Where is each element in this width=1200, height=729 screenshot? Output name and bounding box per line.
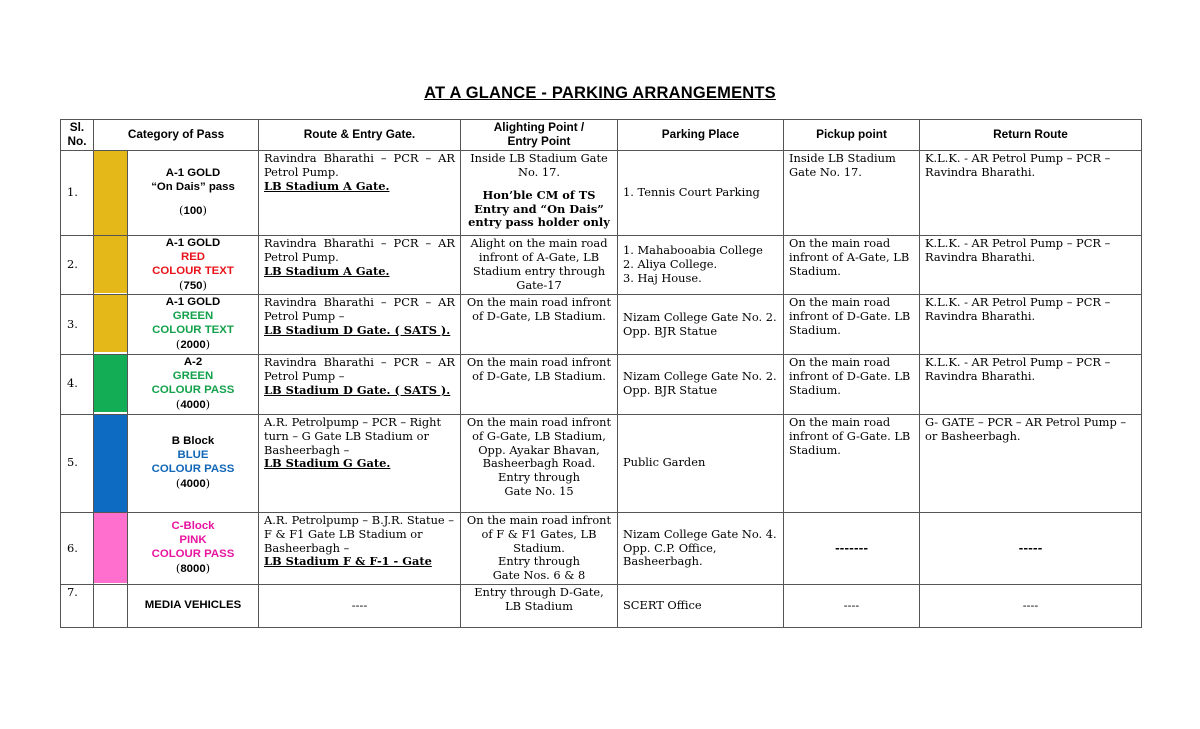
return-route: K.L.K. - AR Petrol Pump – PCR – Ravindra Bharathi. bbox=[920, 355, 1142, 415]
pass-count: 750 bbox=[183, 279, 203, 292]
route-entry-gate: ---- bbox=[259, 585, 461, 628]
pass-count: 8000 bbox=[180, 562, 206, 575]
route-entry-gate: Ravindra Bharathi – PCR – AR Petrol Pump – LB Stadium D Gate. ( SATS ). bbox=[259, 295, 461, 355]
table-row bbox=[61, 150, 1142, 235]
sl-no: 6. bbox=[61, 512, 94, 585]
alighting-point: Alight on the main road infront of A-Gate, LB Stadium entry through Gate-17 bbox=[461, 235, 618, 295]
table-row bbox=[61, 512, 1142, 585]
pass-category: C-Block PINK COLOUR PASS (8000) bbox=[128, 512, 259, 585]
header-route: Route & Entry Gate. bbox=[259, 120, 461, 151]
pass-category: MEDIA VEHICLES bbox=[128, 585, 259, 628]
alighting-point: On the main road infront of F & F1 Gates, LB Stadium. Entry through Gate Nos. 6 & 8 bbox=[461, 512, 618, 585]
parking-place: Nizam College Gate No. 4. Opp. C.P. Office, Basheerbagh. bbox=[618, 512, 784, 585]
parking-place: 1. Mahabooabia College 2. Aliya College. 3. Haj House. bbox=[618, 235, 784, 295]
pass-count: 4000 bbox=[180, 477, 206, 490]
parking-place: SCERT Office bbox=[618, 585, 784, 628]
pass-category: A-1 GOLD GREEN COLOUR TEXT (2000) bbox=[128, 295, 259, 355]
colour-swatch-green bbox=[94, 355, 128, 415]
header-category: Category of Pass bbox=[94, 120, 259, 151]
colour-swatch-gold bbox=[94, 295, 128, 355]
colour-swatch-pink bbox=[94, 512, 128, 585]
table-row bbox=[61, 414, 1142, 512]
pass-category: B Block BLUE COLOUR PASS (4000) bbox=[128, 414, 259, 512]
table-row bbox=[61, 295, 1142, 355]
page-title: AT A GLANCE - PARKING ARRANGEMENTS bbox=[424, 84, 776, 102]
pickup-point: ------- bbox=[784, 512, 920, 585]
pass-category: A-1 GOLD “On Dais” pass (100) bbox=[128, 150, 259, 235]
colour-swatch-blue bbox=[94, 414, 128, 512]
pickup-point: ---- bbox=[784, 585, 920, 628]
pickup-point: Inside LB Stadium Gate No. 17. bbox=[784, 150, 920, 235]
alighting-point: On the main road infront of D-Gate, LB Stadium. bbox=[461, 355, 618, 415]
route-entry-gate: A.R. Petrolpump – B.J.R. Statue – F & F1 Gate LB Stadium or Basheerbagh – LB Stadium F & F-1 - Gate bbox=[259, 512, 461, 585]
sl-no: 5. bbox=[61, 414, 94, 512]
parking-place: Nizam College Gate No. 2. Opp. BJR Statue bbox=[618, 295, 784, 355]
route-entry-gate: Ravindra Bharathi – PCR – AR Petrol Pump. LB Stadium A Gate. bbox=[259, 235, 461, 295]
sl-no: 4. bbox=[61, 355, 94, 415]
sl-no: 7. bbox=[61, 585, 94, 628]
alighting-point: On the main road infront of G-Gate, LB Stadium, Opp. Ayakar Bhavan, Basheerbagh Road. Entry through Gate No. 15 bbox=[461, 414, 618, 512]
table-row bbox=[61, 355, 1142, 415]
return-route: K.L.K. - AR Petrol Pump – PCR – Ravindra Bharathi. bbox=[920, 235, 1142, 295]
alighting-point: Inside LB Stadium Gate No. 17. Hon’ble CM of TS Entry and “On Dais” entry pass holder only bbox=[461, 150, 618, 235]
return-route: ----- bbox=[920, 512, 1142, 585]
return-route: G- GATE – PCR – AR Petrol Pump – or Basheerbagh. bbox=[920, 414, 1142, 512]
parking-arrangements-table bbox=[60, 119, 1142, 628]
header-row bbox=[61, 120, 1142, 151]
pass-category: A-2 GREEN COLOUR PASS (4000) bbox=[128, 355, 259, 415]
sl-no: 2. bbox=[61, 235, 94, 295]
return-route: K.L.K. - AR Petrol Pump – PCR – Ravindra Bharathi. bbox=[920, 150, 1142, 235]
pass-category: A-1 GOLD RED COLOUR TEXT (750) bbox=[128, 235, 259, 295]
pass-count: 2000 bbox=[180, 339, 206, 352]
route-entry-gate: Ravindra Bharathi – PCR – AR Petrol Pump – LB Stadium D Gate. ( SATS ). bbox=[259, 355, 461, 415]
sl-no: 3. bbox=[61, 295, 94, 355]
parking-place: 1. Tennis Court Parking bbox=[618, 150, 784, 235]
header-alighting: Alighting Point / Entry Point bbox=[461, 120, 618, 151]
route-entry-gate: Ravindra Bharathi – PCR – AR Petrol Pump. LB Stadium A Gate. bbox=[259, 150, 461, 235]
header-pickup: Pickup point bbox=[784, 120, 920, 151]
table-row bbox=[61, 235, 1142, 295]
pickup-point: On the main road infront of D-Gate. LB Stadium. bbox=[784, 355, 920, 415]
parking-place: Nizam College Gate No. 2. Opp. BJR Statue bbox=[618, 355, 784, 415]
pickup-point: On the main road infront of G-Gate. LB Stadium. bbox=[784, 414, 920, 512]
alighting-point: On the main road infront of D-Gate, LB Stadium. bbox=[461, 295, 618, 355]
alighting-point: Entry through D-Gate, LB Stadium bbox=[461, 585, 618, 628]
pass-count: 4000 bbox=[180, 398, 206, 411]
sl-no: 1. bbox=[61, 150, 94, 235]
header-parking: Parking Place bbox=[618, 120, 784, 151]
pass-count: 100 bbox=[183, 204, 203, 217]
colour-swatch-gold bbox=[94, 150, 128, 235]
colour-swatch-empty bbox=[94, 585, 128, 628]
header-sl-no: Sl. No. bbox=[61, 120, 94, 151]
colour-swatch-gold bbox=[94, 235, 128, 295]
table-row bbox=[61, 585, 1142, 628]
route-entry-gate: A.R. Petrolpump – PCR – Right turn – G Gate LB Stadium or Basheerbagh – LB Stadium G Gate. bbox=[259, 414, 461, 512]
return-route: K.L.K. - AR Petrol Pump – PCR – Ravindra Bharathi. bbox=[920, 295, 1142, 355]
return-route: ---- bbox=[920, 585, 1142, 628]
header-return: Return Route bbox=[920, 120, 1142, 151]
parking-place: Public Garden bbox=[618, 414, 784, 512]
pickup-point: On the main road infront of A-Gate, LB Stadium. bbox=[784, 235, 920, 295]
pickup-point: On the main road infront of D-Gate. LB Stadium. bbox=[784, 295, 920, 355]
